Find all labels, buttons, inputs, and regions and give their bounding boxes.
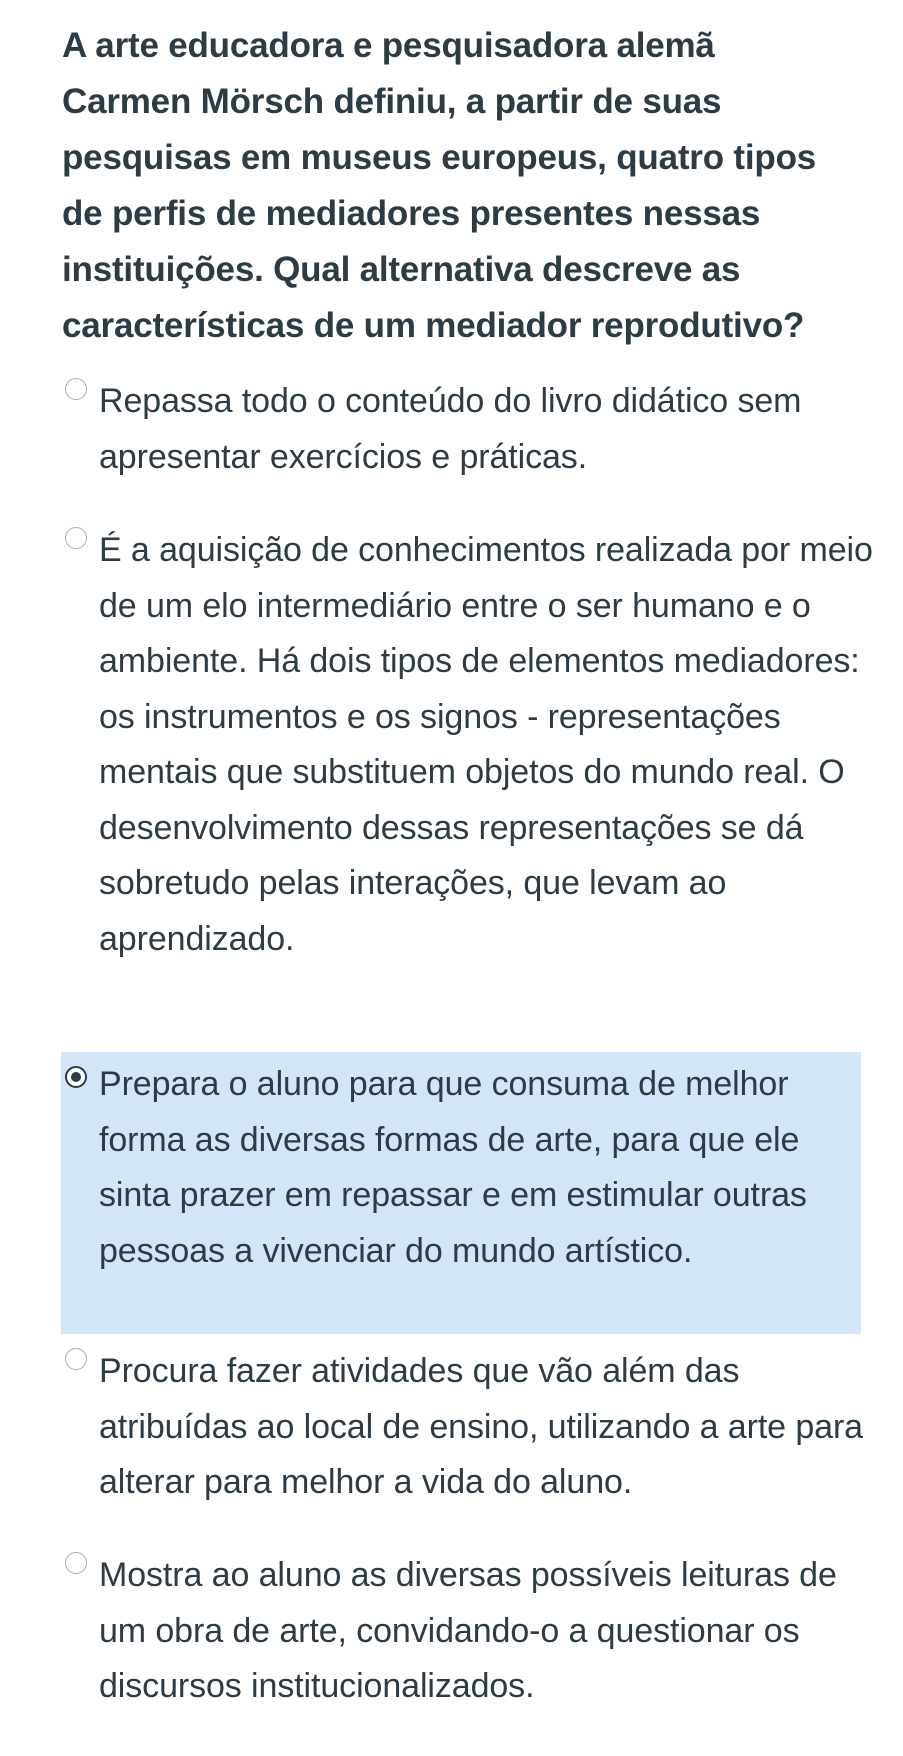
answer-option-3[interactable] (61, 1052, 861, 1334)
answer-text-2: É a aquisição de conhecimentos realizada por meio de um elo intermediário entre o ser humano e o ambiente. Há dois tipos de elementos mediadores: os instrumentos e os signos - representações mentais que substituem objetos do mundo real. O desenvolvimento dessas representações se dá sobretudo pelas interações, que levam ao aprendizado. (99, 531, 873, 958)
answer-option-1[interactable] (61, 374, 861, 484)
answer-option-5[interactable] (61, 1548, 861, 1714)
question-text: A arte educadora e pesquisadora alemã Carmen Mörsch definiu, a partir de suas pesquisas em museus europeus, quatro tipos de perfis de mediadores presentes nessas instituições. Qual alternativa descreve as características de um mediador reprodutivo? (62, 26, 817, 345)
radio-button-2[interactable] (65, 527, 87, 549)
answer-option-4[interactable] (61, 1344, 861, 1510)
radio-button-4[interactable] (65, 1348, 87, 1370)
radio-selected-dot-icon (71, 1072, 81, 1082)
answer-text-1: Repassa todo o conteúdo do livro didático sem apresentar exercícios e práticas. (99, 382, 802, 476)
answer-text-4: Procura fazer atividades que vão além das atribuídas ao local de ensino, utilizando a arte para alterar para melhor a vida do aluno. (99, 1352, 863, 1501)
radio-button-3-selected[interactable] (65, 1066, 87, 1088)
answer-text-3: Prepara o aluno para que consuma de melhor forma as diversas formas de arte, para que ele sinta prazer em repassar e em estimular outras pessoas a vivenciar do mundo artístico. (99, 1065, 807, 1270)
radio-button-1[interactable] (65, 378, 87, 400)
answer-text-5: Mostra ao aluno as diversas possíveis leituras de um obra de arte, convidando-o a questionar os discursos institucionalizados. (99, 1556, 837, 1705)
answer-option-2[interactable] (61, 523, 873, 1022)
radio-button-5[interactable] (65, 1552, 87, 1574)
